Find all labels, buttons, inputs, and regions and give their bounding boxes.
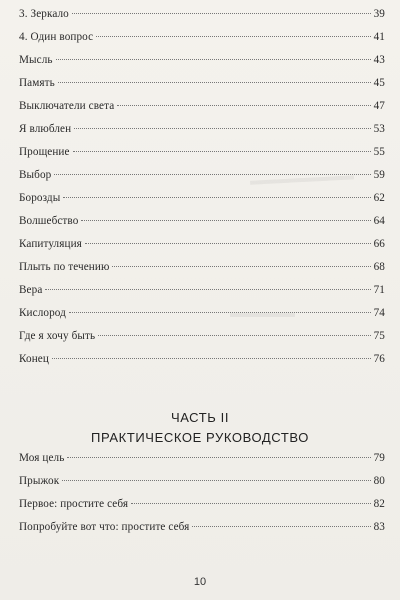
toc-entry-title: Память [19, 77, 55, 89]
toc-entry[interactable] [19, 123, 385, 146]
toc-entry[interactable] [19, 261, 385, 284]
dot-leader [74, 128, 370, 129]
toc-entry-title: Мысль [19, 54, 53, 66]
toc-list-part-1 [19, 8, 385, 376]
toc-entry-title: Вера [19, 284, 43, 296]
toc-entry-title: Попробуйте вот что: простите себя [19, 521, 190, 533]
toc-entry-page: 75 [373, 330, 385, 342]
dot-leader [62, 480, 370, 481]
toc-entry-title: Кислород [19, 307, 66, 319]
toc-entry-page: 41 [373, 31, 385, 43]
bleed-through-text: ▬▬▬▬▬ [230, 305, 295, 320]
dot-leader [67, 457, 370, 458]
toc-entry-title: Борозды [19, 192, 61, 204]
dot-leader [85, 243, 371, 244]
part-title: ПРАКТИЧЕСКОЕ РУКОВОДСТВО [91, 430, 309, 445]
dot-leader [69, 312, 371, 313]
toc-entry[interactable] [19, 353, 385, 376]
dot-leader [73, 151, 371, 152]
toc-entry[interactable] [19, 146, 385, 169]
toc-entry-title: Моя цель [19, 452, 65, 464]
toc-entry[interactable] [19, 330, 385, 353]
toc-entry-page: 83 [373, 521, 385, 533]
dot-leader [117, 105, 370, 106]
toc-entry-page: 68 [373, 261, 385, 273]
toc-entry-page: 43 [373, 54, 385, 66]
dot-leader [131, 503, 370, 504]
toc-entry[interactable] [19, 192, 385, 215]
toc-entry-page: 64 [373, 215, 385, 227]
toc-list-part-2 [19, 452, 385, 544]
toc-entry-title: Выключатели света [19, 100, 115, 112]
dot-leader [63, 197, 370, 198]
toc-entry[interactable] [19, 475, 385, 498]
toc-entry-page: 76 [373, 353, 385, 365]
page-number: 10 [193, 576, 207, 588]
dot-leader [45, 289, 370, 290]
dot-leader [112, 266, 370, 267]
toc-entry-page: 74 [373, 307, 385, 319]
toc-entry[interactable] [19, 284, 385, 307]
toc-entry-title: Выбор [19, 169, 52, 181]
toc-entry-title: 3. Зеркало [19, 8, 69, 20]
dot-leader [81, 220, 370, 221]
toc-entry[interactable] [19, 498, 385, 521]
dot-leader [54, 174, 370, 175]
toc-entry-page: 80 [373, 475, 385, 487]
toc-entry-title: 4. Один вопрос [19, 31, 94, 43]
dot-leader [58, 82, 371, 83]
toc-entry-title: Волшебство [19, 215, 79, 227]
toc-entry-title: Конец [19, 353, 49, 365]
toc-entry[interactable] [19, 215, 385, 238]
toc-entry-page: 45 [373, 77, 385, 89]
toc-entry-page: 62 [373, 192, 385, 204]
toc-entry[interactable] [19, 521, 385, 544]
toc-entry[interactable] [19, 452, 385, 475]
dot-leader [56, 59, 371, 60]
toc-entry[interactable] [19, 54, 385, 77]
toc-entry-page: 79 [373, 452, 385, 464]
toc-entry-page: 66 [373, 238, 385, 250]
dot-leader [96, 36, 370, 37]
dot-leader [192, 526, 370, 527]
toc-entry-title: Прощение [19, 146, 70, 158]
toc-entry-title: Прыжок [19, 475, 60, 487]
part-label: ЧАСТЬ II [170, 410, 230, 425]
toc-entry-page: 71 [373, 284, 385, 296]
toc-entry[interactable] [19, 238, 385, 261]
toc-entry[interactable] [19, 169, 385, 192]
dot-leader [98, 335, 370, 336]
toc-entry[interactable] [19, 8, 385, 31]
toc-entry-title: Где я хочу быть [19, 330, 96, 342]
toc-entry-title: Я влюблен [19, 123, 72, 135]
toc-entry[interactable] [19, 31, 385, 54]
toc-entry-page: 47 [373, 100, 385, 112]
toc-entry-page: 59 [373, 169, 385, 181]
toc-entry-title: Капитуляция [19, 238, 82, 250]
dot-leader [72, 13, 371, 14]
toc-entry-page: 53 [373, 123, 385, 135]
bleed-through-text: ▬▬▬▬▬▬▬▬ [249, 167, 355, 188]
toc-entry-page: 39 [373, 8, 385, 20]
toc-entry-page: 82 [373, 498, 385, 510]
toc-entry[interactable] [19, 307, 385, 330]
toc-entry-title: Плыть по течению [19, 261, 110, 273]
dot-leader [52, 358, 371, 359]
toc-entry-page: 55 [373, 146, 385, 158]
toc-entry-title: Первое: простите себя [19, 498, 129, 510]
toc-entry[interactable] [19, 100, 385, 123]
toc-entry[interactable] [19, 77, 385, 100]
